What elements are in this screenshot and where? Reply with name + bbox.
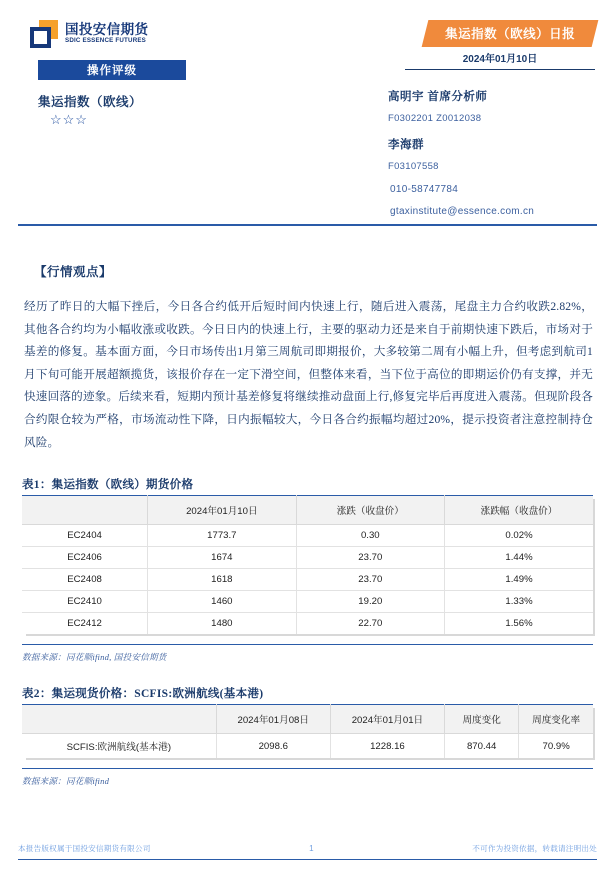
- table1-cell: 1480: [148, 613, 296, 635]
- viewpoint-paragraph: 经历了昨日的大幅下挫后，今日各合约低开后短时间内快速上行，随后进入震荡，尾盘主力合约收跌2.82%，其他各合约均为小幅收涨或收跌。今日日内的快速上行，主要的驱动力还是来自于前期快速下跌后，市场对于基差的修复。基本面方面，今日市场传出1月第三周航司即期报价，大多较第二周有小幅上升，但考虑到航司1月下旬可能开展超额揽货，该报价存在一定下滑空间，但整体来看，当下位于高位的即期运价仍有支撑，并无快速回落的迹象。后续来看，短期内预计基差修复将继续推动盘面上行,修复完毕后再度进入震荡。但现阶段各合约限仓较为严格，市场流动性下降，日内振幅较大，今日各合约振幅均超过20%，提示投资者注意控制持仓风险。: [24, 300, 593, 449]
- table1-cell: 1773.7: [148, 525, 296, 547]
- logo-blue-square-icon: [30, 27, 51, 48]
- contact-email: gtaxinstitute@essence.com.cn: [390, 206, 535, 217]
- contact-phone: 010-58747784: [390, 184, 459, 195]
- rating-stars: ☆☆☆: [50, 112, 88, 127]
- analyst-primary-name: 高明宇 首席分析师: [388, 91, 488, 103]
- table1-cell: 1.33%: [445, 591, 593, 613]
- table2-source-divider: [22, 768, 593, 769]
- table1-cell: 1674: [148, 547, 296, 569]
- table2-header-cell: [22, 705, 216, 734]
- table2-header-cell: 2024年01月01日: [330, 705, 444, 734]
- rating-product-name: 集运指数（欧线）: [38, 95, 143, 109]
- futures-price-table: [22, 495, 593, 634]
- logo-text: [65, 23, 148, 45]
- analyst-contacts: [388, 88, 603, 228]
- table2-cell: 2098.6: [216, 734, 330, 759]
- report-title-text: 集运指数（欧线）日报: [445, 27, 576, 41]
- header-divider: [18, 224, 597, 226]
- table1-cell: 0.02%: [445, 525, 593, 547]
- table1-cell: 23.70: [296, 547, 444, 569]
- table1-cell: 1618: [148, 569, 296, 591]
- table2-cell: 870.44: [445, 734, 519, 759]
- table1-cell: 1.56%: [505, 618, 533, 630]
- table1-cell: 1460: [148, 591, 296, 613]
- table1-cell: EC2412: [22, 613, 148, 635]
- table1-header-row: [22, 496, 593, 525]
- table1-body: [22, 525, 593, 635]
- table-row: [22, 591, 593, 613]
- table1-cell: EC2404: [22, 525, 148, 547]
- report-body: [0, 262, 615, 787]
- operation-rating-bar: 操作评级: [38, 60, 186, 80]
- table2-header-cell: 周度变化: [445, 705, 519, 734]
- table2-cell: 1228.16: [330, 734, 444, 759]
- table2-header-cell: 周度变化率: [519, 705, 593, 734]
- table2-caption: 表2：集运现货价格：SCFIS:欧洲航线(基本港): [22, 688, 264, 701]
- table2-header-cell: 2024年01月08日: [216, 705, 330, 734]
- table1-cell: 0.30: [296, 525, 444, 547]
- table1-cell: EC2408: [22, 569, 148, 591]
- table-row: [22, 547, 593, 569]
- table1-caption: 表1：集运指数（欧线）期货价格: [22, 479, 194, 492]
- table2-header-row: [22, 705, 593, 734]
- footer-row: [18, 843, 597, 859]
- table1-header-cell: 涨跌幅（收盘价）: [445, 496, 593, 525]
- table1-header-cell: 2024年01月10日: [148, 496, 296, 525]
- report-header: [0, 0, 615, 228]
- logo-mark-icon: [30, 20, 58, 48]
- table-row: [22, 613, 593, 635]
- footer-copyright: 本报告版权属于国投安信期货有限公司: [18, 844, 151, 853]
- report-date: 2024年01月10日: [405, 50, 595, 70]
- table2-head: [22, 705, 593, 734]
- table1-source-divider: [22, 644, 593, 645]
- table1-cell: 1.49%: [445, 569, 593, 591]
- table1-cell: 23.70: [296, 569, 444, 591]
- analyst-secondary-name: 李海群: [388, 139, 424, 151]
- analyst-primary-license: F0302201 Z0012038: [388, 113, 482, 124]
- table2-cell: 70.9%: [542, 740, 570, 752]
- table-row: [22, 734, 593, 759]
- table-row: [22, 569, 593, 591]
- footer-page-number: 1: [309, 844, 314, 853]
- table2-source-note: 数据来源：同花顺ifind: [22, 776, 110, 787]
- table1-head: [22, 496, 593, 525]
- table2-body: [22, 734, 593, 759]
- logo-company-name-en: SDIC ESSENCE FUTURES: [65, 37, 147, 45]
- footer-divider: [18, 859, 597, 860]
- footer-disclaimer: 不可作为投资依据，转载请注明出处: [472, 844, 597, 853]
- table1-cell: 19.20: [296, 591, 444, 613]
- report-title-badge: [422, 20, 599, 47]
- report-footer: [18, 843, 597, 860]
- logo-company-name-cn: 国投安信期货: [65, 22, 149, 38]
- table1-header-cell: 涨跌（收盘价）: [296, 496, 444, 525]
- table-row: [22, 525, 593, 547]
- company-logo: [30, 20, 148, 48]
- table1-cell: 22.70: [296, 613, 444, 635]
- table1-header-cell: [22, 496, 148, 525]
- table2-cell: SCFIS:欧洲航线(基本港): [22, 734, 216, 759]
- table1-cell: EC2410: [22, 591, 148, 613]
- table1-cell: EC2406: [22, 547, 148, 569]
- table1-source-note: 数据来源：同花顺ifind, 国投安信期货: [22, 652, 167, 663]
- spot-price-table: [22, 704, 593, 758]
- analyst-secondary-license: F03107558: [388, 161, 439, 172]
- viewpoint-section-title: 【行情观点】: [34, 265, 113, 279]
- table1-cell: 1.44%: [445, 547, 593, 569]
